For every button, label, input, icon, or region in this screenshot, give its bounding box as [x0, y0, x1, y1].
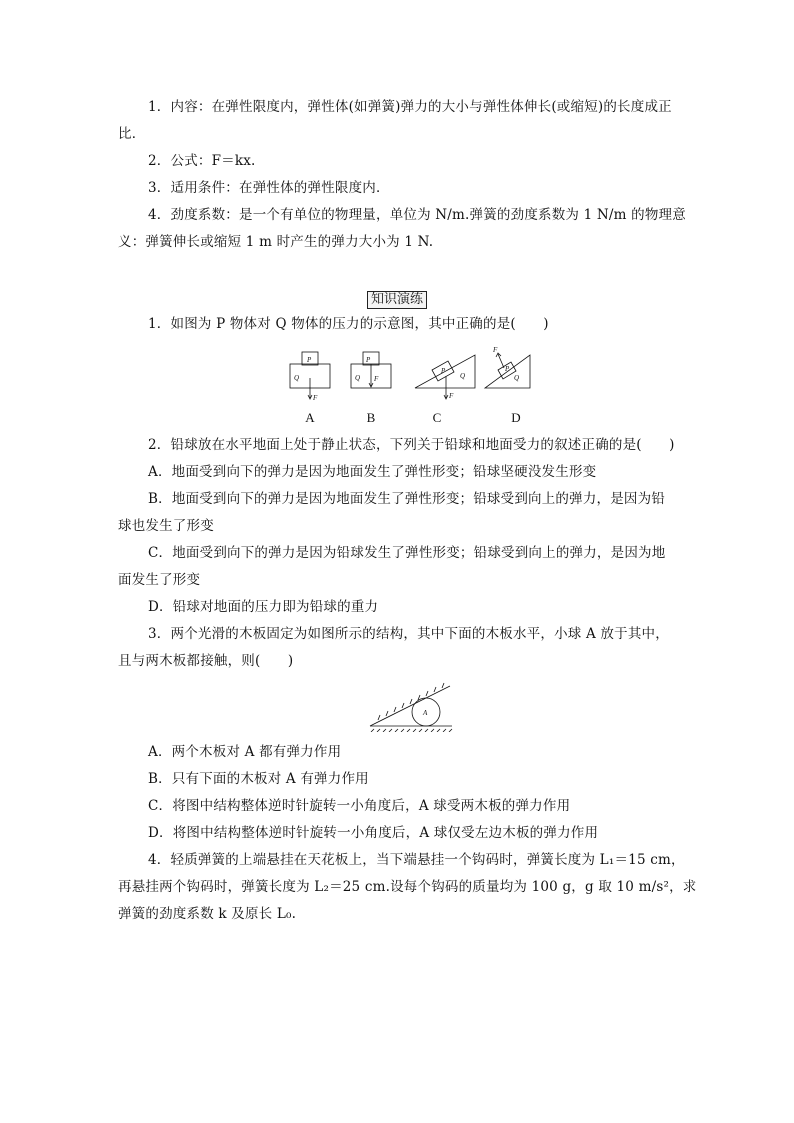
fig-b-q-label: Q — [355, 374, 361, 382]
q2-option-b1: B．地面受到向下的弹力是因为地面发生了弹性形变；铅球受到向上的弹力，是因为铅 — [148, 491, 666, 507]
intro-line-4a: 4．劲度系数：是一个有单位的物理量，单位为 N/m.弹簧的劲度系数为 1 N/m 的物理意 — [148, 207, 686, 223]
fig-a-q-label: Q — [294, 374, 300, 382]
fig-a-f-label: F — [313, 394, 318, 402]
q3-option-d: D．将图中结构整体逆时针旋转一小角度后，A 球仅受左边木板的弹力作用 — [148, 825, 599, 841]
fig-c-f-label: F — [449, 392, 454, 400]
intro-line-1b: 比． — [118, 126, 146, 142]
option-label-b: B — [366, 410, 376, 425]
intro-line-1a: 1．内容：在弹性限度内，弹性体(如弹簧)弹力的大小与弹性体伸长(或缩短)的长度成正 — [148, 99, 672, 115]
q1-stem: 1．如图为 P 物体对 Q 物体的压力的示意图，其中正确的是( ) — [148, 316, 549, 332]
fig-a-p-label: P — [307, 356, 312, 364]
q4-line-1: 4．轻质弹簧的上端悬挂在天花板上，当下端悬挂一个钩码时，弹簧长度为 L₁＝15 cm， — [148, 852, 685, 868]
q3-boards-figure — [368, 676, 458, 732]
q2-stem: 2．铅球放在水平地面上处于静止状态，下列关于铅球和地面受力的叙述正确的是( ) — [148, 437, 675, 453]
q3-stem-2: 且与两木板都接触，则( ) — [118, 653, 294, 669]
q4-line-2: 再悬挂两个钩码时，弹簧长度为 L₂＝25 cm.设每个钩码的质量均为 100 g，g 取 10 m/s²，求 — [118, 879, 697, 895]
q2-option-d: D．铅球对地面的压力即为铅球的重力 — [148, 599, 379, 615]
figure-c — [415, 355, 475, 399]
option-label-c: C — [432, 410, 442, 425]
q2-option-c1: C．地面受到向下的弹力是因为铅球发生了弹性形变；铅球受到向上的弹力，是因为地 — [148, 545, 666, 561]
q3-option-b: B．只有下面的木板对 A 有弹力作用 — [148, 771, 369, 787]
q2-option-c2: 面发生了形变 — [118, 572, 201, 588]
intro-line-2: 2．公式：F＝kx. — [148, 153, 256, 169]
fig-c-p-label: P — [441, 367, 446, 375]
fig-d-q-label: Q — [514, 374, 520, 382]
ball-label: A — [423, 709, 428, 717]
q3-stem-1: 3．两个光滑的木板固定为如图所示的结构，其中下面的木板水平，小球 A 放于其中， — [148, 626, 669, 642]
option-label-a: A — [305, 410, 315, 425]
intro-line-4b: 义：弹簧伸长或缩短 1 m 时产生的弹力大小为 1 N. — [118, 234, 434, 250]
fig-b-f-label: F — [374, 375, 379, 383]
figure-b — [351, 352, 391, 388]
fig-b-p-label: P — [366, 356, 371, 364]
q3-option-a: A．两个木板对 A 都有弹力作用 — [148, 744, 342, 760]
q3-option-c: C．将图中结构整体逆时针旋转一小角度后，A 球受两木板的弹力作用 — [148, 798, 571, 814]
q2-option-a: A．地面受到向下的弹力是因为地面发生了弹性形变；铅球坚硬没发生形变 — [148, 464, 597, 480]
fig-d-f-label: F — [493, 346, 498, 354]
fig-c-q-label: Q — [460, 372, 466, 380]
q1-figures — [280, 340, 540, 404]
q4-line-3: 弹簧的劲度系数 k 及原长 L₀. — [118, 906, 297, 922]
fig-d-p-label: P — [505, 365, 510, 373]
q2-option-b2: 球也发生了形变 — [118, 518, 214, 534]
section-title: 知识演练 — [367, 291, 427, 309]
q1-figure-row — [280, 340, 540, 432]
intro-line-3: 3．适用条件：在弹性体的弹性限度内． — [148, 180, 390, 196]
option-label-d: D — [511, 410, 521, 425]
